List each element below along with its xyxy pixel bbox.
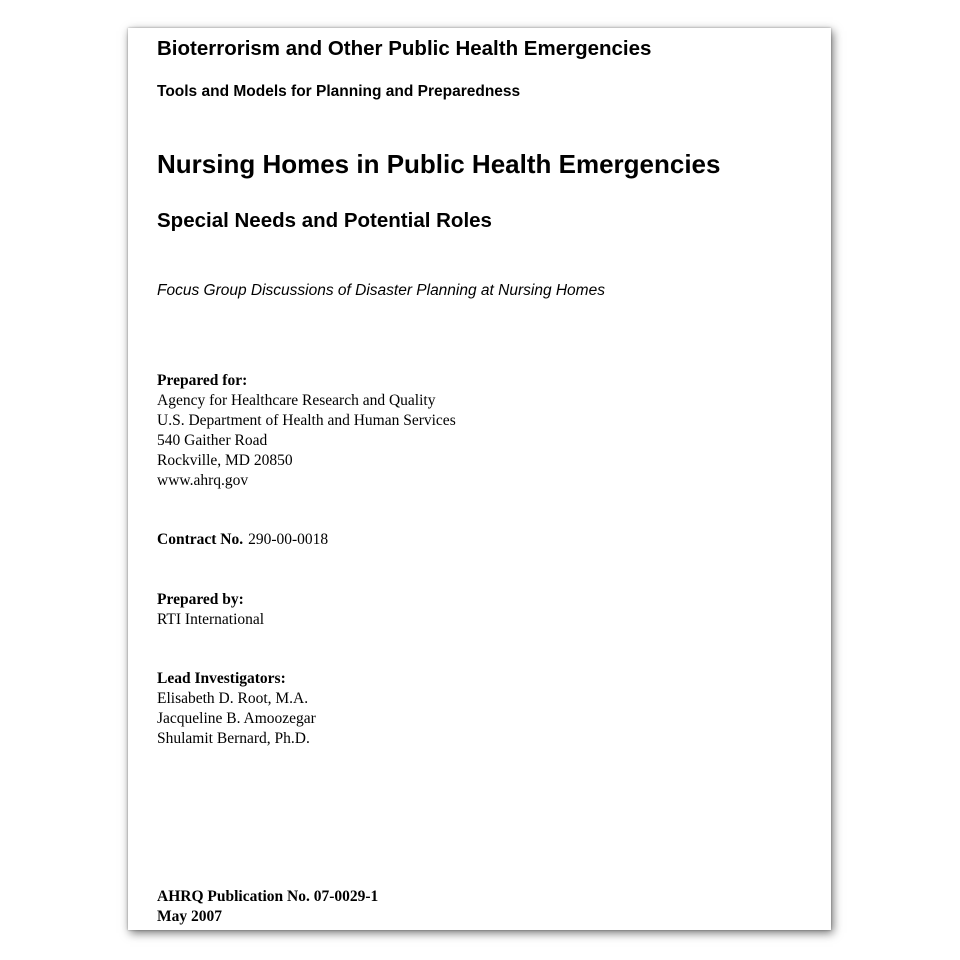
lead-investigators-label: Lead Investigators: xyxy=(157,670,286,687)
contract-number: 290-00-0018 xyxy=(248,531,329,548)
prepared-for-block xyxy=(157,371,456,491)
investigator-name: Shulamit Bernard, Ph.D. xyxy=(157,730,310,747)
investigator-name: Elisabeth D. Root, M.A. xyxy=(157,690,309,707)
document-page xyxy=(128,28,831,930)
prepared-for-line: Agency for Healthcare Research and Quality xyxy=(157,392,436,409)
focus-line: Focus Group Discussions of Disaster Planning at Nursing Homes xyxy=(157,282,605,299)
series-title: Bioterrorism and Other Public Health Emergencies xyxy=(157,37,652,60)
publication-footer xyxy=(157,887,378,927)
publication-date: May 2007 xyxy=(157,908,223,925)
prepared-by-label: Prepared by: xyxy=(157,591,244,608)
publication-number: AHRQ Publication No. 07-0029-1 xyxy=(157,888,379,905)
prepared-for-line: U.S. Department of Health and Human Services xyxy=(157,412,456,429)
prepared-for-line: 540 Gaither Road xyxy=(157,432,268,449)
prepared-for-website: www.ahrq.gov xyxy=(157,472,249,489)
lead-investigators-block xyxy=(157,669,316,749)
report-title: Nursing Homes in Public Health Emergencies xyxy=(157,149,721,179)
prepared-for-line: Rockville, MD 20850 xyxy=(157,452,293,469)
prepared-by-org: RTI International xyxy=(157,611,265,628)
investigator-name: Jacqueline B. Amoozegar xyxy=(157,710,316,727)
report-subtitle: Special Needs and Potential Roles xyxy=(157,209,492,232)
contract-block xyxy=(157,530,328,550)
prepared-for-label: Prepared for: xyxy=(157,372,248,389)
contract-label: Contract No. xyxy=(157,531,244,548)
series-subtitle: Tools and Models for Planning and Preparedness xyxy=(157,83,521,100)
prepared-by-block xyxy=(157,590,264,630)
